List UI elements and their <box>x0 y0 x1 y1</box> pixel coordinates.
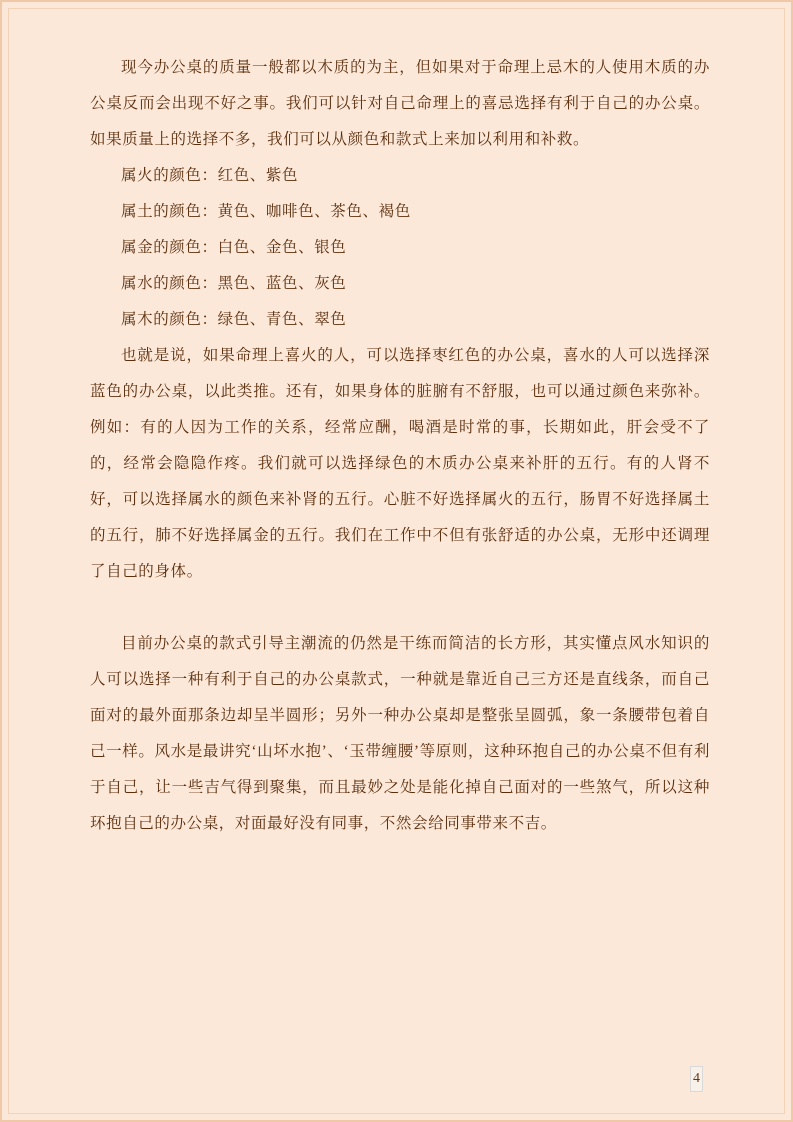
page-content <box>90 50 710 842</box>
paragraph-spacer <box>90 590 710 626</box>
page-number: 4 <box>693 1071 700 1086</box>
color-line-earth: 属土的颜色：黄色、咖啡色、茶色、褐色 <box>121 203 411 220</box>
color-line-wood: 属木的颜色：绿色、青色、翠色 <box>121 311 347 328</box>
paragraph-body-one: 也就是说，如果命理上喜火的人，可以选择枣红色的办公桌，喜水的人可以选择深蓝色的办公桌，以此类推。还有，如果身体的脏腑有不舒服，也可以通过颜色来弥补。例如：有的人因为工作的关系，经常应酬，喝酒是时常的事，长期如此，肝会受不了的，经常会隐隐作疼。我们就可以选择绿色的木质办公桌来补肝的五行。有的人肾不好，可以选择属水的颜色来补肾的五行。心脏不好选择属火的五行，肠胃不好选择属土的五行，肺不好选择属金的五行。我们在工作中不但有张舒适的办公桌，无形中还调理了自己的身体。 <box>90 347 710 580</box>
color-line-fire: 属火的颜色：红色、紫色 <box>121 167 299 184</box>
color-line-water: 属水的颜色：黑色、蓝色、灰色 <box>121 275 347 292</box>
paragraph-body-two: 目前办公桌的款式引导主潮流的仍然是干练而简洁的长方形，其实懂点风水知识的人可以选择一种有利于自己的办公桌款式，一种就是靠近自己三方还是直线条，而自己面对的最外面那条边却呈半圆形；另外一种办公桌却是整张呈圆弧，象一条腰带包着自己一样。风水是最讲究‘山坏水抱’、‘玉带缠腰’等原则，这种环抱自己的办公桌不但有利于自己，让一些吉气得到聚集，而且最妙之处是能化掉自己面对的一些煞气，所以这种环抱自己的办公桌，对面最好没有同事，不然会给同事带来不吉。 <box>90 635 710 832</box>
page-footer <box>90 1066 703 1092</box>
color-line-metal: 属金的颜色：白色、金色、银色 <box>121 239 347 256</box>
paragraph-intro: 现今办公桌的质量一般都以木质的为主，但如果对于命理上忌木的人使用木质的办公桌反而会出现不好之事。我们可以针对自己命理上的喜忌选择有利于自己的办公桌。如果质量上的选择不多，我们可以从颜色和款式上来加以利用和补救。 <box>90 59 710 148</box>
